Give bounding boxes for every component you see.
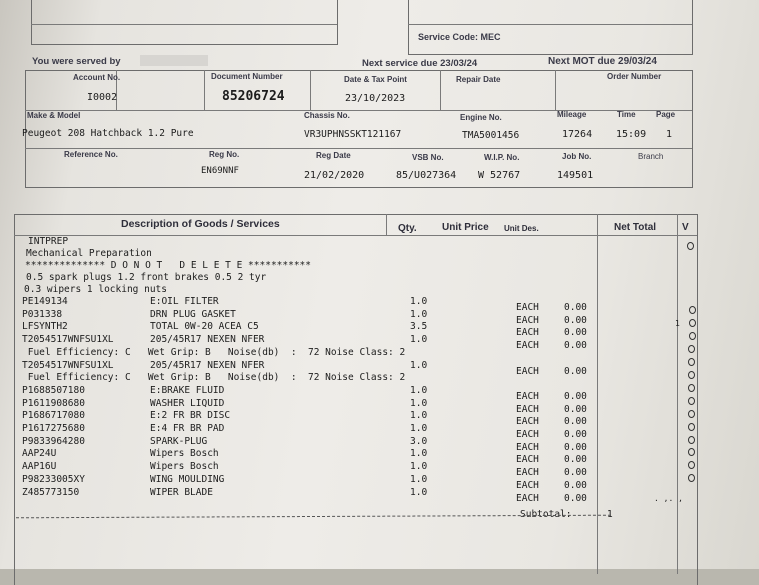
item-qty: 1.0 [410, 384, 428, 396]
item-unit: EACH [516, 492, 539, 504]
branch-label: Branch [638, 152, 664, 161]
item-desc: E:OIL FILTER [150, 296, 219, 307]
intro-line: 0.3 wipers 1 locking nuts [24, 284, 167, 295]
item-code: LFSYNTH2 [22, 321, 68, 333]
item-code: T2054517WNFSU1XL [22, 359, 114, 371]
check-circle [688, 371, 695, 379]
item-unit: EACH [516, 340, 539, 352]
subtotal-label: Subtotal: [520, 509, 572, 520]
wip-no: W 52767 [478, 170, 521, 181]
item-price: 0.00 [564, 314, 587, 326]
item-price: 0.00 [564, 365, 587, 377]
item-unit: EACH [516, 416, 539, 428]
item-qty: 1.0 [410, 359, 428, 371]
item-unit: EACH [516, 429, 539, 440]
item-qty: 1.0 [410, 461, 428, 473]
item-price: 0.00 [564, 441, 587, 453]
row-note: Fuel Efficiency: C Wet Grip: B Noise(db) : 72 Noise Class: 2 [22, 346, 406, 358]
reg-date: 21/02/2020 [304, 170, 365, 181]
unit-des-header: Unit Des. [504, 224, 539, 233]
mileage-label: Mileage [557, 110, 587, 119]
reg-no-label: Reg No. [209, 150, 240, 159]
item-desc: TOTAL 0W-20 ACEA C5 [150, 321, 259, 333]
job-no: 149501 [557, 170, 594, 181]
item-unit: EACH [516, 302, 539, 313]
item-price: 0.00 [564, 479, 587, 491]
item-desc: WIPER BLADE [150, 486, 213, 498]
vsb-no: 85/U027364 [396, 170, 457, 181]
item-price: 0.00 [564, 340, 587, 352]
item-code: PE149134 [22, 296, 68, 307]
item-qty: 1.0 [410, 486, 428, 498]
check-circle [688, 410, 695, 418]
item-unit: EACH [516, 454, 539, 466]
engine-no: TMA5001456 [462, 130, 520, 141]
vsb-no-label: VSB No. [412, 153, 444, 162]
order-number-label: Order Number [607, 72, 662, 81]
net-total-header: Net Total [614, 222, 657, 233]
make-model-label: Make & Model [27, 111, 81, 120]
item-unit: EACH [516, 327, 539, 339]
item-desc: WASHER LIQUID [150, 397, 225, 409]
check-circle [688, 358, 695, 366]
account-no: I0002 [87, 92, 118, 103]
mileage: 17264 [562, 129, 593, 140]
item-price: 0.00 [564, 327, 587, 339]
time-label: Time [617, 110, 636, 119]
item-code: P1617275680 [22, 423, 85, 434]
repair-date-label: Repair Date [456, 75, 501, 84]
item-qty: 1.0 [410, 410, 428, 422]
item-unit: EACH [516, 365, 539, 377]
check-circle [687, 242, 694, 250]
intro-line: ************** D O N O T D E L E T E *********** [25, 260, 311, 271]
check-circle [688, 423, 695, 431]
engine-no-label: Engine No. [460, 113, 502, 122]
next-service-due: Next service due 23/03/24 [362, 58, 478, 69]
date-tax-point-label: Date & Tax Point [344, 75, 407, 84]
intro-line: INTPREP [28, 236, 69, 247]
page-number: 1 [666, 129, 673, 140]
item-qty: 3.0 [410, 435, 428, 447]
item-price: 0.00 [564, 416, 587, 428]
check-circle [688, 397, 695, 405]
check-circle [688, 436, 695, 444]
reg-no: EN69NNF [201, 166, 239, 176]
account-no-label: Account No. [73, 73, 121, 82]
item-code: P1611908680 [22, 397, 85, 409]
item-price: 0.00 [564, 302, 587, 313]
item-unit: EACH [516, 441, 539, 453]
make-model: Peugeot 208 Hatchback 1.2 Pure [22, 128, 194, 139]
item-desc: 205/45R17 NEXEN NFER [150, 334, 265, 346]
unit-price-header: Unit Price [442, 222, 489, 233]
top-left-box [31, 0, 338, 45]
item-desc: E:BRAKE FLUID [150, 384, 225, 396]
reference-no-label: Reference No. [64, 150, 118, 159]
check-circle [689, 319, 696, 327]
desc-header: Description of Goods / Services [121, 218, 280, 230]
item-desc: E:4 FR BR PAD [150, 423, 225, 434]
net-mark: 1 [675, 319, 680, 328]
item-qty: 1.0 [410, 308, 428, 320]
chassis-no-label: Chassis No. [304, 111, 350, 120]
item-code: P1686717080 [22, 410, 85, 422]
item-unit: EACH [516, 467, 539, 479]
document-number: 85206724 [222, 89, 285, 104]
item-desc: 205/45R17 NEXEN NFER [150, 359, 265, 371]
item-qty: 1.0 [410, 397, 428, 409]
item-price: 0.00 [564, 429, 587, 440]
item-unit: EACH [516, 314, 539, 326]
check-circle [689, 306, 696, 314]
served-by-label: You were served by [32, 56, 121, 67]
page-label: Page [656, 110, 676, 119]
item-desc: Wipers Bosch [150, 448, 219, 460]
v-header: V [682, 222, 689, 233]
document-number-label: Document Number [211, 72, 283, 81]
item-desc: E:2 FR BR DISC [150, 410, 231, 422]
item-code: P98233005XY [22, 473, 85, 485]
reg-date-label: Reg Date [316, 151, 351, 160]
next-mot-due: Next MOT due 29/03/24 [548, 56, 657, 67]
item-qty: 1.0 [410, 296, 428, 307]
redacted-name [140, 55, 208, 66]
wip-no-label: W.I.P. No. [484, 153, 520, 162]
item-unit: EACH [516, 390, 539, 402]
item-code: AAP16U [22, 461, 57, 473]
time: 15:09 [616, 129, 647, 140]
item-price: 0.00 [564, 492, 587, 504]
item-qty: 1.0 [410, 448, 428, 460]
item-price: 0.00 [564, 454, 587, 466]
item-code: P031338 [22, 308, 63, 320]
item-qty: 1.0 [410, 473, 428, 485]
row-note: Fuel Efficiency: C Wet Grip: B Noise(db) : 72 Noise Class: 2 [22, 372, 406, 384]
intro-line: Mechanical Preparation [26, 248, 152, 259]
item-qty: 3.5 [410, 321, 428, 333]
net-mark: . ,. , [654, 494, 683, 503]
item-code: T2054517WNFSU1XL [22, 334, 114, 346]
qty-header: Qty. [398, 223, 417, 234]
item-qty: 1.0 [410, 334, 428, 346]
item-qty: 1.0 [410, 423, 428, 434]
date-tax-point: 23/10/2023 [345, 93, 406, 104]
job-no-label: Job No. [562, 152, 592, 161]
item-desc: Wipers Bosch [150, 461, 219, 473]
item-unit: EACH [516, 479, 539, 491]
subtotal-value: 1 [607, 509, 613, 520]
item-price: 0.00 [564, 390, 587, 402]
item-desc: WING MOULDING [150, 473, 225, 485]
item-code: P1688507180 [22, 384, 85, 396]
item-unit: EACH [516, 403, 539, 415]
item-code: AAP24U [22, 448, 57, 460]
item-code: P9833964280 [22, 435, 85, 447]
item-price: 0.00 [564, 403, 587, 415]
intro-line: 0.5 spark plugs 1.2 front brakes 0.5 2 tyr [26, 272, 267, 283]
top-right-box [408, 0, 693, 55]
chassis-no: VR3UPHNSSKT121167 [304, 129, 402, 140]
item-desc: DRN PLUG GASKET [150, 308, 236, 320]
item-desc: SPARK-PLUG [150, 435, 208, 447]
check-circle [688, 384, 695, 392]
item-code: Z485773150 [22, 486, 80, 498]
item-price: 0.00 [564, 467, 587, 479]
check-circle [689, 332, 696, 340]
service-code: Service Code: MEC [418, 32, 501, 42]
